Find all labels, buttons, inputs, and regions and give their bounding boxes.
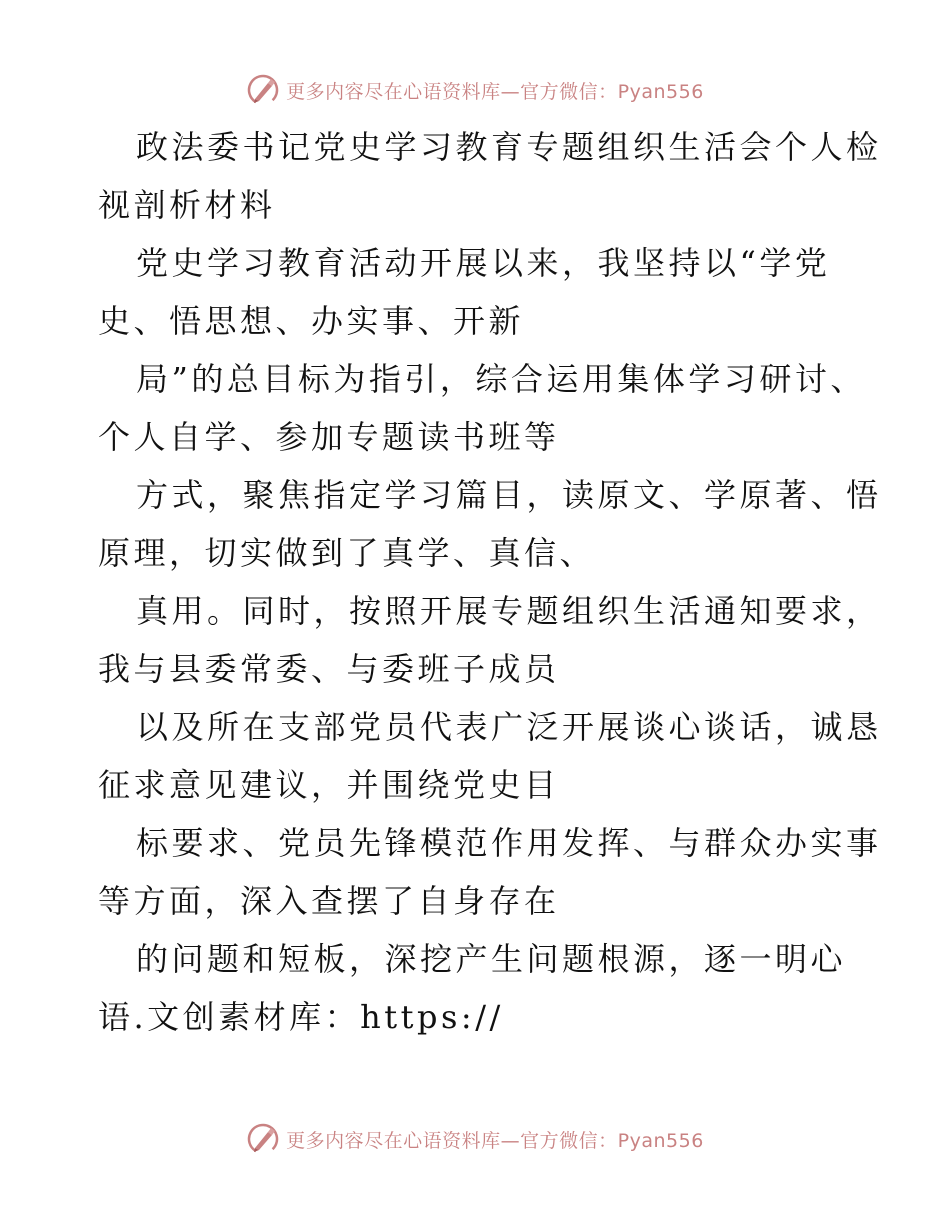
paragraph-line: 征求意见建议，并围绕党史目 (98, 766, 560, 804)
paragraph-line: 原理，切实做到了真学、真信、 (98, 534, 596, 572)
paragraph-line: 的问题和短板，深挖产生问题根源，逐一明心 (136, 940, 847, 978)
paragraph-line: 以及所在支部党员代表广泛开展谈心谈话，诚恳 (136, 708, 882, 746)
title-line-1: 政法委书记党史学习教育专题组织生活会个人检 (136, 128, 882, 166)
paragraph-line: 方式，聚焦指定学习篇目，读原文、学原著、悟 (136, 476, 882, 514)
paragraph-line: 语.文创素材库：https:// (98, 998, 504, 1036)
paragraph-line: 局”的总目标为指引，综合运用集体学习研讨、 (136, 360, 866, 398)
footer-watermark-text: 更多内容尽在心语资料库—官方微信：Pyan556 (286, 1129, 704, 1152)
paragraph-line: 个人自学、参加专题读书班等 (98, 418, 560, 456)
header-watermark-text: 更多内容尽在心语资料库—官方微信：Pyan556 (286, 80, 704, 103)
paragraph-line: 标要求、党员先锋模范作用发挥、与群众办实事 (136, 824, 882, 862)
paragraph-line: 党史学习教育活动开展以来，我坚持以“学党 (136, 244, 831, 282)
title-line-2: 视剖析材料 (98, 186, 276, 224)
document-body (98, 118, 882, 1046)
paragraph-line: 我与县委常委、与委班子成员 (98, 650, 560, 688)
pen-logo-icon (246, 73, 280, 107)
paragraph-line: 等方面，深入查摆了自身存在 (98, 882, 560, 920)
footer-watermark-banner (0, 1119, 950, 1159)
header-watermark-banner (0, 70, 950, 110)
paragraph-line: 真用。同时，按照开展专题组织生活通知要求， (136, 592, 882, 630)
pen-logo-icon (246, 1122, 280, 1156)
paragraph-line: 史、悟思想、办实事、开新 (98, 302, 525, 340)
